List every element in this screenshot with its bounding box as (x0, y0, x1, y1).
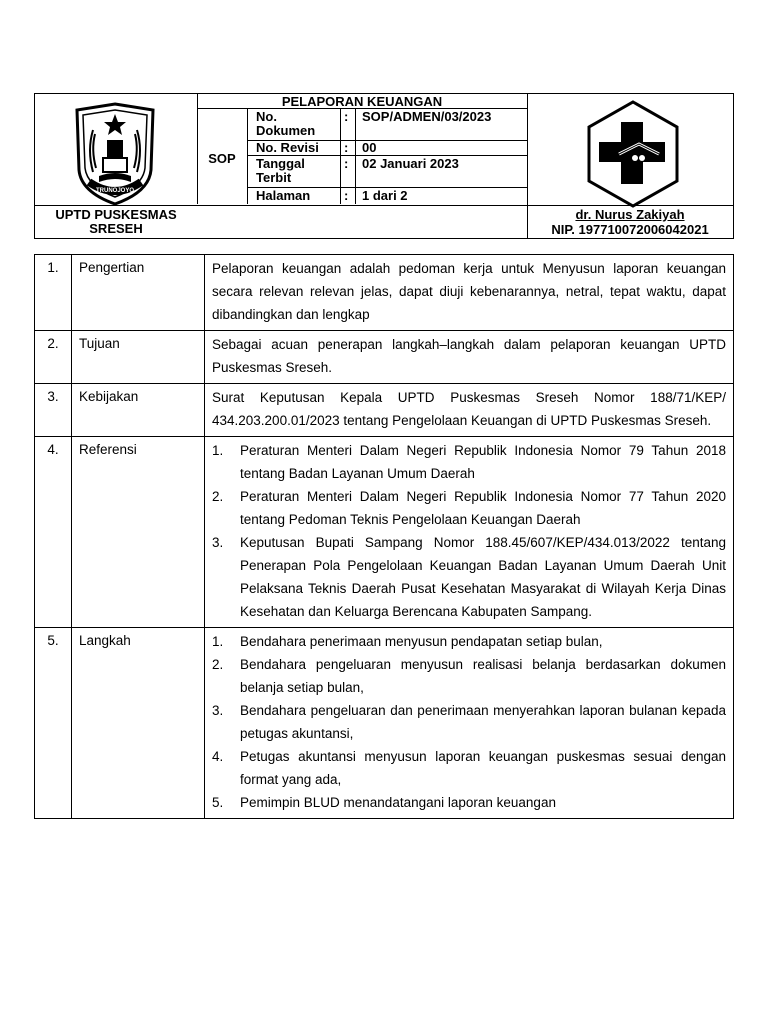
svg-text:TRUNOJOYO: TRUNOJOYO (95, 188, 135, 194)
sop-label: SOP (208, 151, 236, 166)
meta-value-issue-date: 02 Januari 2023 (362, 156, 459, 171)
list-item: 2. Bendahara pengeluaran menyusun realisasi belanja berdasarkan dokumen belanja setiap bulan, (212, 657, 726, 695)
meta-value-doc-no: SOP/ADMEN/03/2023 (362, 109, 492, 124)
table-row (35, 628, 734, 819)
row-text: Sebagai acuan penerapan langkah–langkah dalam pelaporan keuangan UPTD Puskesmas Sreseh. (205, 331, 734, 384)
list-item: 4. Petugas akuntansi menyusun laporan keuangan puskesmas sesuai dengan format yang ada, (212, 749, 726, 787)
meta-colon: : (344, 156, 349, 171)
table-row (35, 331, 734, 384)
row-text: Surat Keputusan Kepala UPTD Puskesmas Sreseh Nomor 188/71/KEP/ 434.203.200.01/2023 tentang Pengelolaan Keuangan di UPTD Puskesmas Sreseh. (205, 384, 734, 437)
sop-content-table (34, 254, 734, 819)
row-list-cell (205, 628, 734, 819)
document-title: PELAPORAN KEUANGAN (281, 94, 443, 109)
row-number: 3. (35, 384, 72, 437)
row-label: Kebijakan (72, 384, 205, 437)
signer-nip: NIP. 197710072006042021 (551, 222, 709, 237)
list-item: 3. Bendahara pengeluaran dan penerimaan menyerahkan laporan bulanan kepada petugas akuntansi, (212, 703, 726, 741)
meta-colon: : (344, 188, 349, 203)
list-item: 5. Pemimpin BLUD menandatangani laporan keuangan (212, 795, 556, 810)
list-item: 3. Keputusan Bupati Sampang Nomor 188.45/607/KEP/434.013/2022 tentang Penerapan Pola Pengelolaan Keuangan Badan Layanan Umum Daerah Unit Pelaksana Teknis Daerah Pusat Kesehatan Masyarakat di Wilayah Kerja Dinas Kesehatan dan Keluarga Berencana Kabupaten Sampang. (212, 535, 726, 619)
sop-header-table (34, 93, 734, 239)
puskesmas-logo (583, 100, 683, 208)
list-item: 2. Peraturan Menteri Dalam Negeri Republik Indonesia Nomor 77 Tahun 2020 tentang Pedoman Teknis Pengelolaan Keuangan Daerah (212, 489, 726, 527)
table-row (35, 437, 734, 628)
meta-label-doc-no: No. Dokumen (256, 109, 316, 138)
row-text: Pelaporan keuangan adalah pedoman kerja untuk Menyusun laporan keuangan secara relevan relevan jelas, dapat diuji kebenarannya, netral, tepat waktu, dapat dibandingkan dan lengkap (205, 255, 734, 331)
row-number: 5. (35, 628, 72, 819)
row-label: Referensi (72, 437, 205, 628)
sampang-regency-logo (63, 100, 167, 208)
row-label: Langkah (72, 628, 205, 819)
row-number: 1. (35, 255, 72, 331)
table-row (35, 384, 734, 437)
row-label: Pengertian (72, 255, 205, 331)
list-item: 1. Bendahara penerimaan menyusun pendapatan setiap bulan, (212, 634, 603, 649)
meta-value-revision: 00 (362, 140, 377, 155)
row-label: Tujuan (72, 331, 205, 384)
meta-colon: : (344, 140, 349, 155)
meta-colon: : (344, 109, 349, 124)
meta-value-page: 1 dari 2 (362, 188, 408, 203)
signer-name: dr. Nurus Zakiyah (575, 207, 685, 222)
meta-label-revision: No. Revisi (256, 140, 319, 155)
row-list-cell (205, 437, 734, 628)
row-number: 4. (35, 437, 72, 628)
meta-label-issue-date: Tanggal Terbit (256, 156, 305, 185)
list-item: 1. Peraturan Menteri Dalam Negeri Republik Indonesia Nomor 79 Tahun 2018 tentang Badan Layanan Umum Daerah (212, 443, 726, 481)
meta-label-page: Halaman (256, 188, 311, 203)
organization-name: UPTD PUSKESMAS SRESEH (55, 207, 177, 236)
row-number: 2. (35, 331, 72, 384)
table-row (35, 255, 734, 331)
